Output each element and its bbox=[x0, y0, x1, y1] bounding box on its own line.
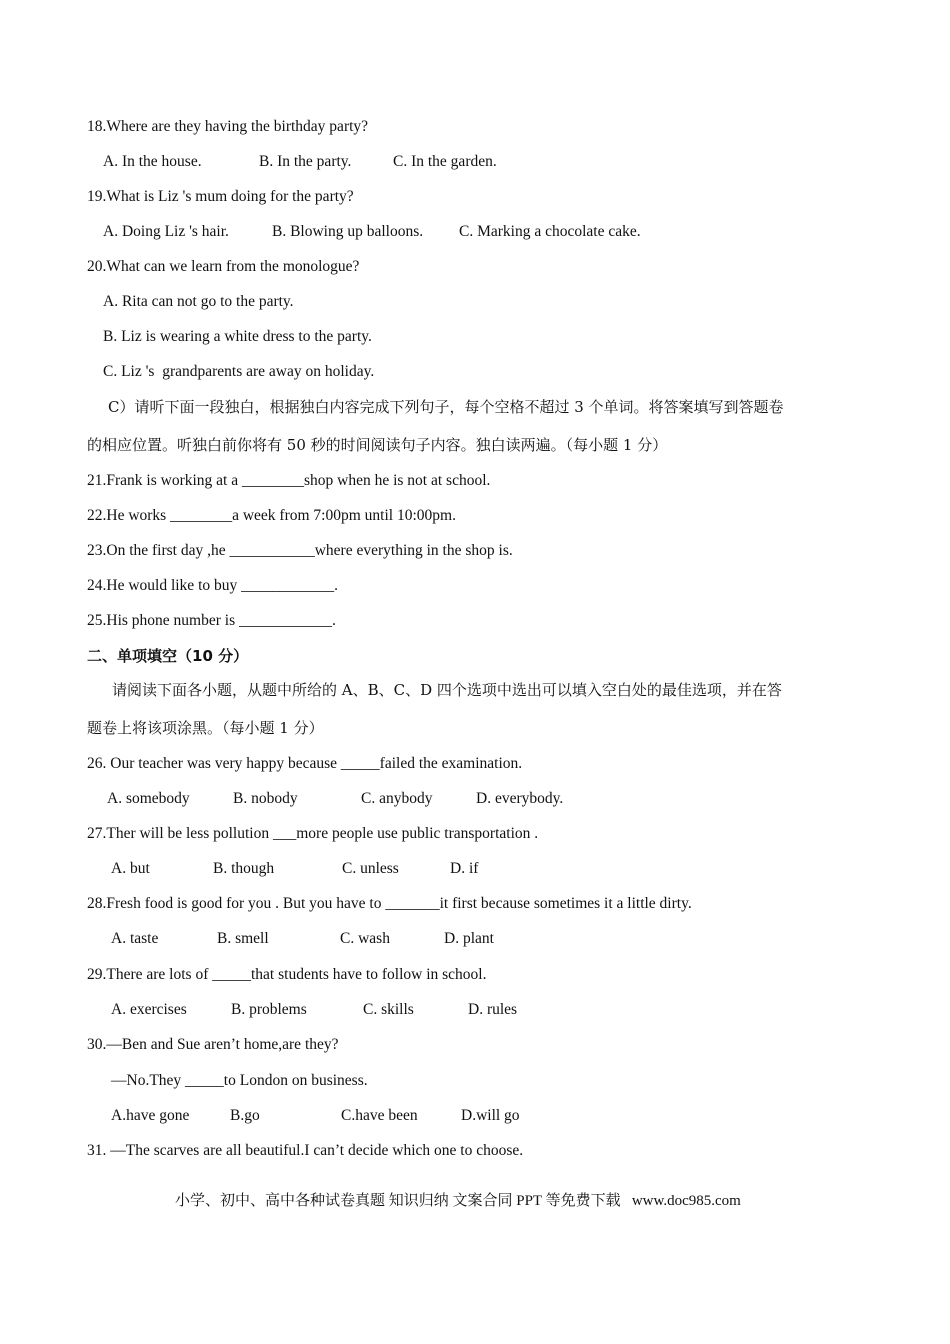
option-18-a: A. In the house. bbox=[103, 153, 202, 170]
option-20-b: B. Liz is wearing a white dress to the party. bbox=[103, 328, 372, 345]
question-30-reply: —No.They _____to London on business. bbox=[111, 1072, 368, 1089]
part2-instruction-line2: 题卷上将该项涂黑。（每小题 1 分） bbox=[87, 719, 324, 737]
option-30-d: D.will go bbox=[461, 1107, 520, 1124]
question-27-stem: 27.Ther will be less pollution ___more people use public transportation . bbox=[87, 825, 539, 842]
question-20-stem: 20.What can we learn from the monologue? bbox=[87, 258, 360, 275]
option-26-d: D. everybody. bbox=[476, 790, 564, 807]
question-30-stem: 30.—Ben and Sue aren’t home,are they? bbox=[87, 1036, 339, 1053]
page-footer: 小学、初中、高中各种试卷真题 知识归纳 文案合同 PPT 等免费下载 www.doc985.com bbox=[175, 1193, 741, 1209]
option-30-b: B.go bbox=[230, 1107, 260, 1124]
question-28-stem: 28.Fresh food is good for you . But you have to _______it first because sometimes it a little dirty. bbox=[87, 895, 692, 912]
question-24: 24.He would like to buy ____________. bbox=[87, 577, 338, 594]
option-27-c: C. unless bbox=[342, 860, 399, 877]
option-28-d: D. plant bbox=[444, 930, 494, 947]
option-29-a: A. exercises bbox=[111, 1001, 187, 1018]
option-26-a: A. somebody bbox=[107, 790, 190, 807]
question-25: 25.His phone number is ____________. bbox=[87, 612, 336, 629]
option-28-c: C. wash bbox=[340, 930, 390, 947]
option-30-a: A.have gone bbox=[111, 1107, 190, 1124]
question-22: 22.He works ________a week from 7:00pm until 10:00pm. bbox=[87, 507, 456, 524]
part2-heading: 二、单项填空（10 分） bbox=[87, 647, 249, 665]
option-29-d: D. rules bbox=[468, 1001, 518, 1018]
question-21: 21.Frank is working at a ________shop when he is not at school. bbox=[87, 472, 491, 489]
option-30-c: C.have been bbox=[341, 1107, 418, 1124]
option-19-a: A. Doing Liz 's hair. bbox=[103, 223, 229, 240]
option-19-b: B. Blowing up balloons. bbox=[272, 223, 424, 240]
option-27-d: D. if bbox=[450, 860, 479, 877]
option-18-c: C. In the garden. bbox=[393, 153, 497, 170]
question-26-stem: 26. Our teacher was very happy because _____failed the examination. bbox=[87, 755, 523, 772]
option-20-c: C. Liz 's grandparents are away on holiday. bbox=[103, 363, 375, 380]
option-26-b: B. nobody bbox=[233, 790, 298, 807]
option-18-b: B. In the party. bbox=[259, 153, 352, 170]
part2-instruction-line1: 请阅读下面各小题，从题中所给的 A、B、C、D 四个选项中选出可以填入空白处的最佳选项，并在答 bbox=[112, 681, 782, 699]
option-29-c: C. skills bbox=[363, 1001, 414, 1018]
option-19-c: C. Marking a chocolate cake. bbox=[459, 223, 641, 240]
option-27-a: A. but bbox=[111, 860, 150, 877]
section-c-instruction-line2: 的相应位置。听独白前你将有 50 秒的时间阅读句子内容。独白读两遍。（每小题 1 分） bbox=[87, 436, 668, 454]
question-19-stem: 19.What is Liz 's mum doing for the party? bbox=[87, 188, 354, 205]
question-18-stem: 18.Where are they having the birthday party? bbox=[87, 118, 369, 135]
option-27-b: B. though bbox=[213, 860, 275, 877]
question-31-stem: 31. —The scarves are all beautiful.I can’t decide which one to choose. bbox=[87, 1142, 524, 1159]
question-29-stem: 29.There are lots of _____that students have to follow in school. bbox=[87, 966, 487, 983]
option-29-b: B. problems bbox=[231, 1001, 307, 1018]
option-26-c: C. anybody bbox=[361, 790, 433, 807]
option-20-a: A. Rita can not go to the party. bbox=[103, 293, 294, 310]
question-23: 23.On the first day ,he ___________where everything in the shop is. bbox=[87, 542, 513, 559]
section-c-instruction-line1: C）请听下面一段独白，根据独白内容完成下列句子，每个空格不超过 3 个单词。将答案填写到答题卷 bbox=[108, 398, 784, 416]
option-28-b: B. smell bbox=[217, 930, 269, 947]
option-28-a: A. taste bbox=[111, 930, 159, 947]
